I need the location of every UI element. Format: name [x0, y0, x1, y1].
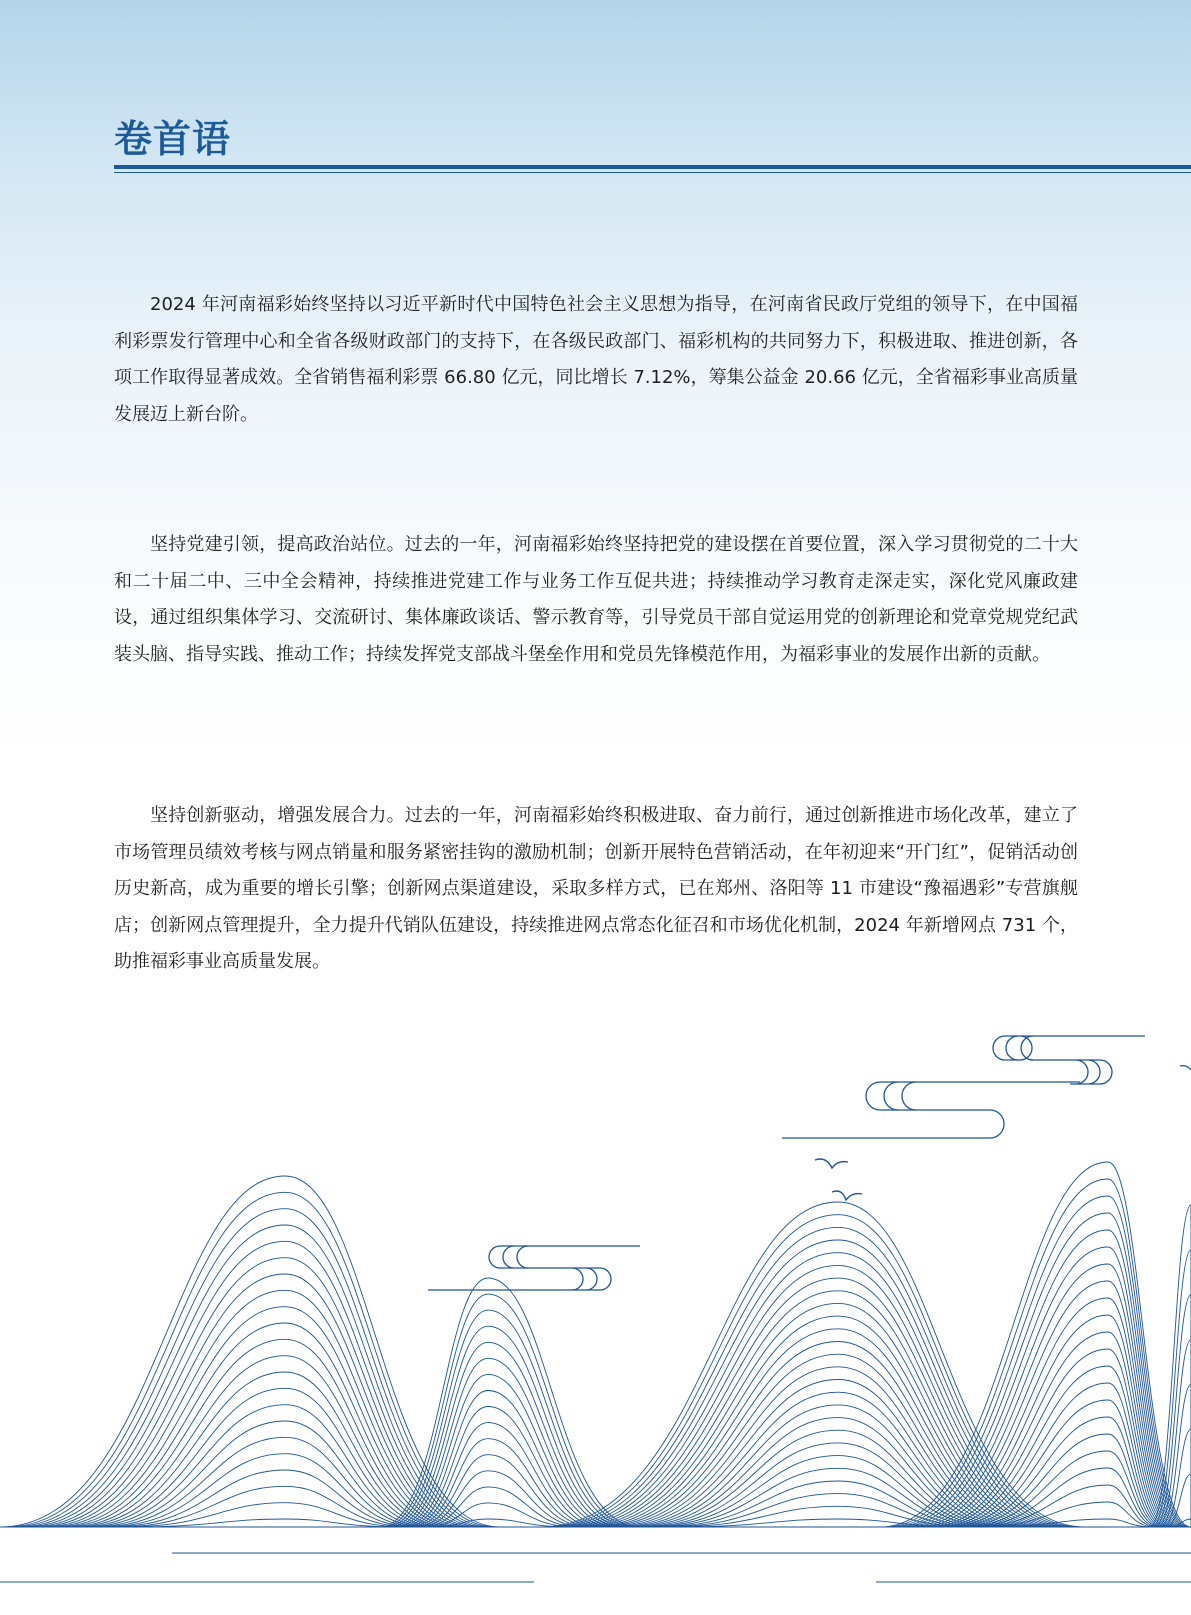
mountain-contour-line [973, 1485, 1157, 1527]
mountain-lines [0, 1162, 1191, 1527]
mountain-contour-line [583, 1303, 1050, 1527]
mountain-contour-line [49, 1307, 463, 1527]
cloud-motifs [428, 1036, 1191, 1290]
mountain-contour-line [578, 1291, 1054, 1527]
mountain-contour-line [380, 1278, 640, 1527]
mountain-contour-line [403, 1391, 608, 1528]
mountain-contour-line [919, 1298, 1177, 1527]
paragraph-overview: 2024 年河南福彩始终坚持以习近平新时代中国特色社会主义思想为指导，在河南省民政厅党组的领导下，在中国福利彩票发行管理中心和全省各级财政部门的支持下，在各级民政部门、福彩机构的共同努力下，积极进取、推进创新，各项工作取得显著成效。全省销售福利彩票 66.80 亿元，同比增长 7.12%，筹集公益金 20.66 亿元，全省福彩事业高质量发展迈上新台阶。 [114, 294, 1078, 425]
mountain-contour-line [890, 1196, 1188, 1527]
bird-icons [815, 1159, 862, 1200]
title-underline-thick [114, 165, 1191, 169]
mountain-contour-line [128, 1519, 403, 1527]
mountain-contour-line [647, 1456, 996, 1527]
title-underline [114, 165, 1191, 175]
mountain-contour-line [540, 1202, 1085, 1527]
mountain-contour-line [594, 1329, 1041, 1527]
ground-lines [0, 1527, 1191, 1582]
mountain-contour-line [642, 1443, 1001, 1527]
paragraph-party-building: 坚持党建引领，提高政治站位。过去的一年，河南福彩始终坚持把党的建设摆在首要位置，深入学习贯彻党的二十大和二十届二中、三中全会精神，持续推进党建工作与业务工作互促共进；持续推动学习教育走深走实，深化党风廉政建设，通过组织集体学习、交流研讨、集体廉政谈话、警示教育等，引导党员干部自觉运用党的创新理论和党章党规党纪武装头脑、指导实践、推动工作；持续发挥党支部战斗堡垒作用和党员先锋模范作用，为福彩事业的发展作出新的贡献。 [114, 534, 1078, 665]
mountain-contour-line [914, 1281, 1178, 1527]
mountain-contour-line [588, 1316, 1045, 1527]
mountain-contour-line [86, 1405, 436, 1527]
mountain-contour-line [572, 1278, 1058, 1527]
paragraph-innovation: 坚持创新驱动，增强发展合力。过去的一年，河南福彩始终积极进取、奋力前行，通过创新推进市场化改革，建立了市场管理员绩效考核与网点销量和服务紧密挂钩的激励机制；创新开展特色营销活动，在年初迎来“开门红”，促销活动创历史新高，成为重要的增长引擎；创新网点渠道建设，采取多样方式，已在郑州、洛阳等 11 市建设“豫福遇彩”专营旗舰店；创新网点管理提升，全力提升代销队伍建设，持续推进网点常态化征召和市场优化机制，2024 年新增网点 731 个，助推福彩事业高质量发展。 [114, 805, 1078, 972]
page-title: 卷首语 [114, 117, 232, 161]
title-underline-thin [114, 172, 1191, 173]
mountain-contour-line [37, 1274, 473, 1527]
mountain-cloud-line-art [0, 1020, 1191, 1615]
mountain-contour-line [626, 1405, 1014, 1527]
mountain-contour-line [551, 1227, 1076, 1527]
mountain-contour-line [104, 1454, 422, 1527]
mountain-contour-line [55, 1323, 459, 1527]
mountain-contour-line [43, 1290, 468, 1527]
